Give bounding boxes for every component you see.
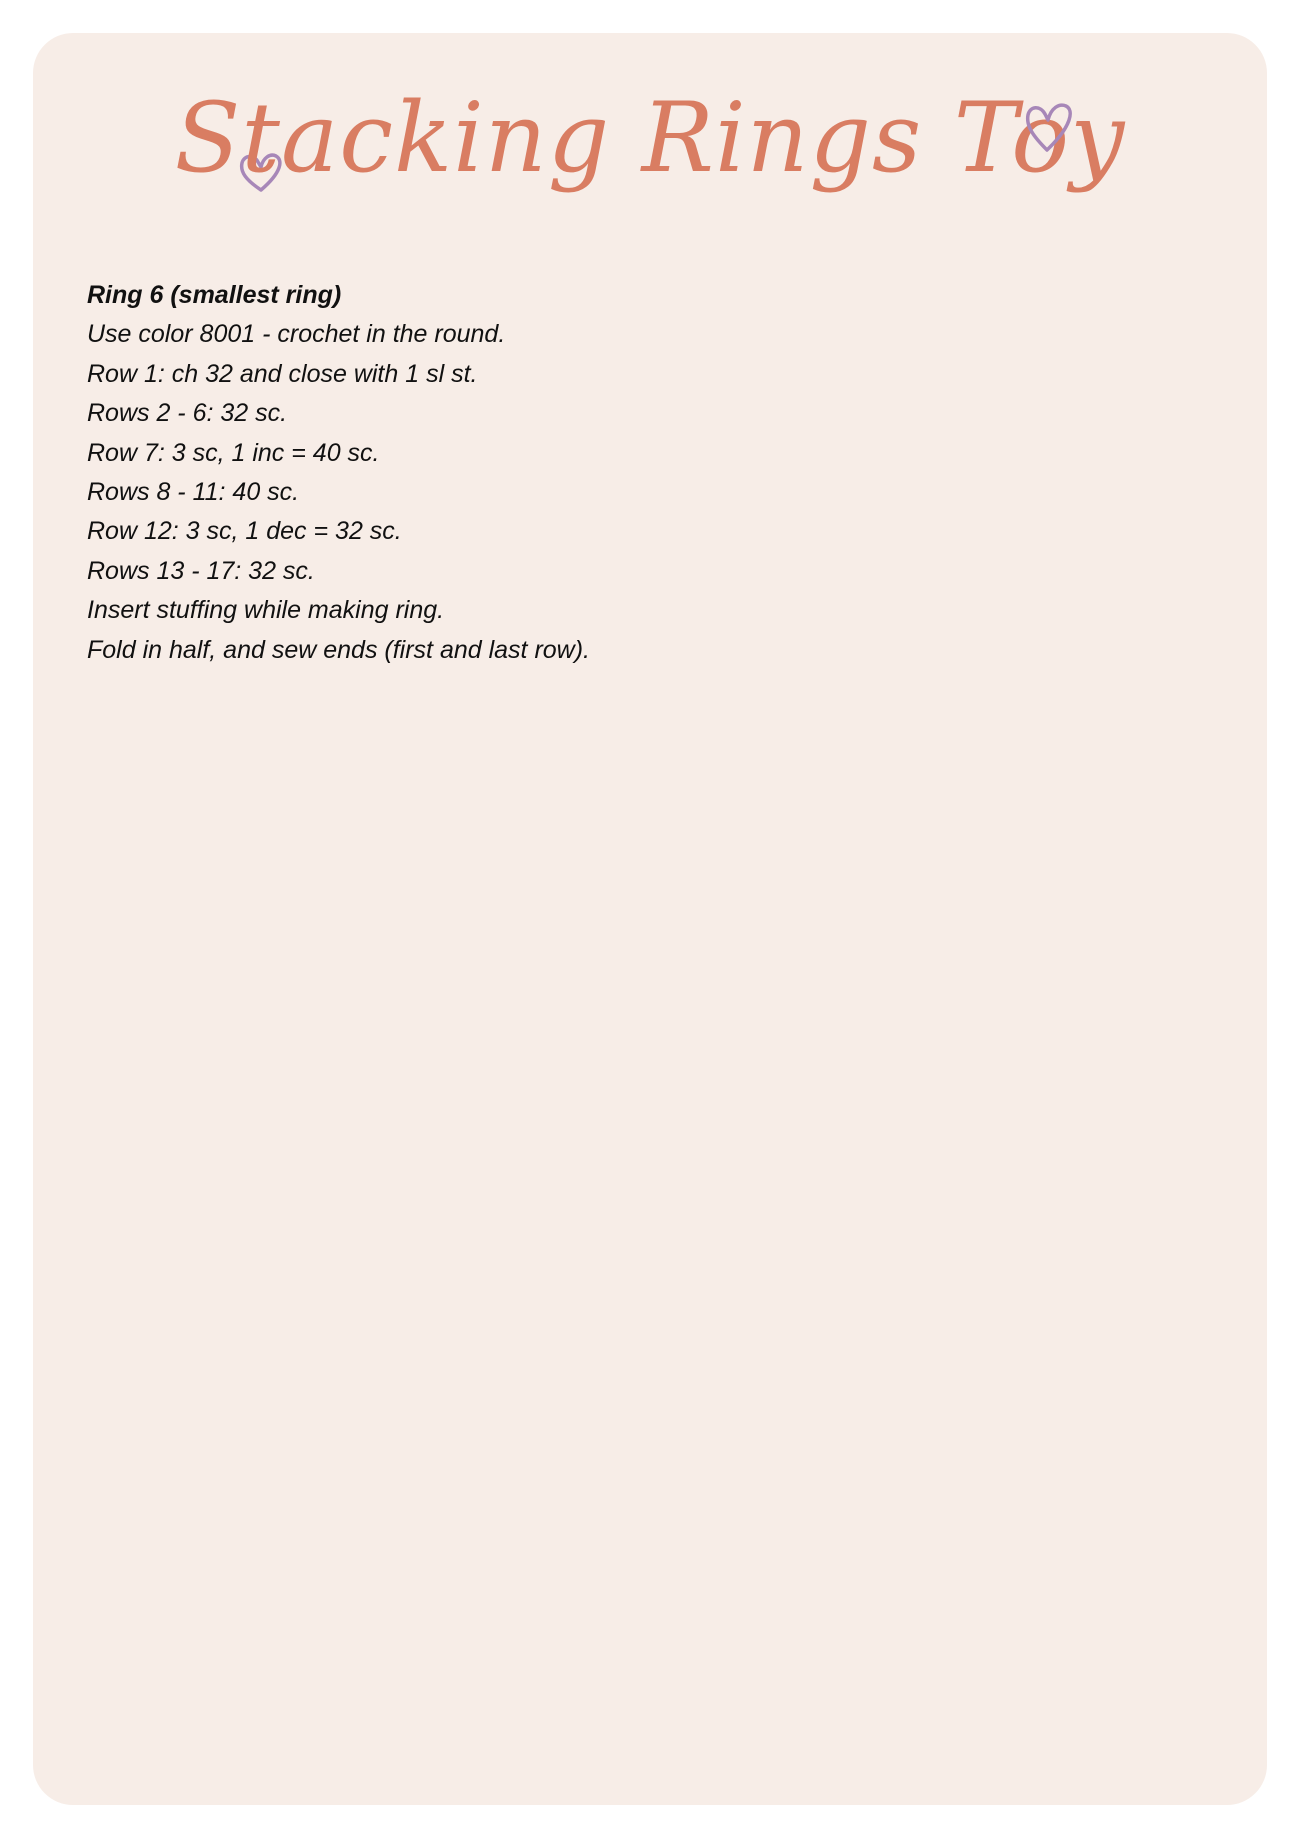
pattern-instructions [87,276,1187,670]
instruction-line: Row 12: 3 sc, 1 dec = 32 sc. [87,517,402,546]
page-title: Stacking Rings Toy [174,82,1126,194]
instruction-line: Use color 8001 - crochet in the round. [87,320,506,349]
instruction-line: Row 7: 3 sc, 1 inc = 40 sc. [87,438,380,467]
section-heading: Ring 6 (smallest ring) [87,281,342,309]
instruction-line: Fold in half, and sew ends (first and last row). [87,635,591,664]
instruction-line: Insert stuffing while making ring. [87,596,445,625]
title-area [0,58,1300,228]
instruction-line: Rows 8 - 11: 40 sc. [87,478,300,507]
instruction-line: Rows 2 - 6: 32 sc. [87,399,288,428]
instruction-line: Rows 13 - 17: 32 sc. [87,556,315,585]
heart-right-icon [1023,100,1075,154]
instruction-line: Row 1: ch 32 and close with 1 sl st. [87,359,478,388]
